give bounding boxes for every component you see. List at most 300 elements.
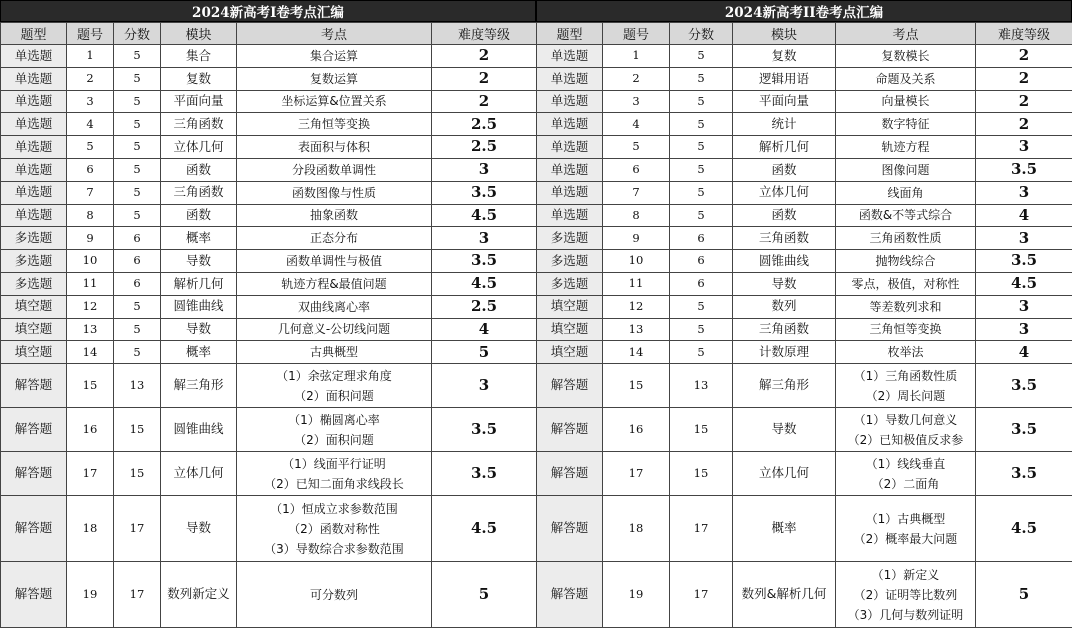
module-cell: 解三角形 [733, 364, 836, 408]
key-point-line: （1）椭圆离心率 [288, 412, 380, 427]
key-point-line: 分段函数单调性 [291, 162, 376, 177]
question-type-cell: 解答题 [1, 364, 67, 408]
question-number-cell: 6 [67, 158, 114, 181]
score-cell: 6 [670, 227, 733, 250]
question-number-cell: 3 [603, 90, 670, 113]
module-cell: 函数 [733, 158, 836, 181]
table-row [1, 364, 537, 408]
difficulty-cell: 4 [432, 318, 537, 341]
module-cell: 概率 [161, 227, 237, 250]
difficulty-cell: 2.5 [432, 295, 537, 318]
table-row [537, 158, 1072, 181]
table-row [1, 204, 537, 227]
header-difficulty: 难度等级 [976, 23, 1072, 45]
points-cell [836, 250, 976, 273]
module-cell: 立体几何 [161, 136, 237, 159]
table-row [537, 204, 1072, 227]
difficulty-cell: 2 [976, 45, 1072, 68]
points-cell [836, 204, 976, 227]
score-cell: 5 [670, 158, 733, 181]
key-point-line: 抛物线综合 [875, 254, 936, 269]
question-type-cell: 单选题 [1, 90, 67, 113]
points-cell [836, 364, 976, 408]
table-row [1, 113, 537, 136]
module-cell: 数列新定义 [161, 562, 237, 628]
points-cell [836, 452, 976, 496]
table-row [537, 408, 1072, 452]
key-point-line: （2）函数对称性 [288, 521, 380, 536]
question-number-cell: 7 [67, 181, 114, 204]
key-point-line: 几何意义-公切线问题 [277, 322, 391, 337]
table-row [1, 452, 537, 496]
score-cell: 17 [670, 496, 733, 562]
table-row [537, 45, 1072, 68]
key-point-line: 可分数列 [309, 587, 358, 602]
question-number-cell: 5 [67, 136, 114, 159]
table-row [537, 90, 1072, 113]
question-number-cell: 12 [603, 295, 670, 318]
points-cell [237, 318, 432, 341]
difficulty-cell: 3 [976, 181, 1072, 204]
question-number-cell: 17 [67, 452, 114, 496]
difficulty-cell: 2 [976, 67, 1072, 90]
key-point-line: （2）二面角 [871, 476, 940, 491]
header-score: 分数 [114, 23, 161, 45]
score-cell: 5 [670, 204, 733, 227]
question-type-cell: 多选题 [537, 227, 603, 250]
question-type-cell: 单选题 [537, 90, 603, 113]
question-type-cell: 解答题 [537, 364, 603, 408]
points-cell [836, 408, 976, 452]
table-row [1, 45, 537, 68]
difficulty-cell: 2 [432, 67, 537, 90]
module-cell: 导数 [733, 408, 836, 452]
key-point-line: （3）几何与数列证明 [847, 607, 964, 622]
module-cell: 三角函数 [733, 227, 836, 250]
key-point-line: （1）余弦定理求角度 [276, 368, 392, 383]
module-cell: 立体几何 [733, 452, 836, 496]
question-type-cell: 单选题 [1, 67, 67, 90]
points-cell [237, 341, 432, 364]
key-point-line: （2）证明等比数列 [853, 587, 958, 602]
difficulty-cell: 3.5 [432, 408, 537, 452]
question-type-cell: 单选题 [537, 113, 603, 136]
points-cell [836, 158, 976, 181]
module-cell: 平面向量 [733, 90, 836, 113]
question-number-cell: 13 [67, 318, 114, 341]
header-type: 题型 [537, 23, 603, 45]
score-cell: 17 [114, 562, 161, 628]
question-type-cell: 单选题 [1, 181, 67, 204]
question-type-cell: 解答题 [537, 562, 603, 628]
score-cell: 5 [114, 136, 161, 159]
difficulty-cell: 3 [976, 295, 1072, 318]
question-number-cell: 9 [67, 227, 114, 250]
table-row [537, 341, 1072, 364]
key-point-line: 坐标运算&位置关系 [281, 94, 387, 109]
question-type-cell: 单选题 [1, 113, 67, 136]
question-type-cell: 填空题 [1, 318, 67, 341]
key-point-line: （1）导数几何意义 [853, 412, 958, 427]
key-point-line: 轨迹方程 [881, 140, 930, 155]
key-point-line: 双曲线离心率 [297, 299, 370, 314]
question-type-cell: 解答题 [1, 496, 67, 562]
score-cell: 6 [114, 227, 161, 250]
exam-panel-ii [536, 0, 1072, 631]
points-cell [836, 227, 976, 250]
score-cell: 5 [670, 113, 733, 136]
key-point-line: 三角函数性质 [869, 231, 942, 246]
score-cell: 5 [114, 67, 161, 90]
table-row [1, 136, 537, 159]
score-cell: 5 [114, 45, 161, 68]
question-type-cell: 单选题 [537, 204, 603, 227]
key-point-line: 向量模长 [881, 94, 930, 109]
question-number-cell: 11 [603, 272, 670, 295]
key-point-line: 函数单调性与极值 [285, 254, 382, 269]
table-row [537, 364, 1072, 408]
module-cell: 函数 [733, 204, 836, 227]
key-point-line: 复数模长 [881, 48, 930, 63]
points-cell [836, 90, 976, 113]
score-cell: 5 [114, 295, 161, 318]
table-row [1, 227, 537, 250]
question-type-cell: 解答题 [537, 496, 603, 562]
difficulty-cell: 3.5 [432, 250, 537, 273]
difficulty-cell: 4.5 [976, 272, 1072, 295]
question-type-cell: 填空题 [537, 295, 603, 318]
points-cell [237, 90, 432, 113]
module-cell: 解析几何 [733, 136, 836, 159]
question-number-cell: 4 [67, 113, 114, 136]
score-cell: 5 [114, 204, 161, 227]
key-point-line: （1）恒成立求参数范围 [270, 501, 398, 516]
module-cell: 数列&解析几何 [733, 562, 836, 628]
module-cell: 三角函数 [161, 113, 237, 136]
points-cell [237, 295, 432, 318]
key-point-line: 三角恒等变换 [297, 117, 370, 132]
difficulty-cell: 3.5 [976, 452, 1072, 496]
points-cell [836, 295, 976, 318]
score-cell: 5 [114, 113, 161, 136]
module-cell: 解三角形 [161, 364, 237, 408]
question-number-cell: 2 [603, 67, 670, 90]
points-cell [836, 318, 976, 341]
question-number-cell: 13 [603, 318, 670, 341]
table-row [537, 562, 1072, 628]
difficulty-cell: 5 [976, 562, 1072, 628]
key-point-line: 复数运算 [309, 71, 358, 86]
difficulty-cell: 4 [976, 204, 1072, 227]
module-cell: 复数 [733, 45, 836, 68]
header-difficulty: 难度等级 [432, 23, 537, 45]
points-cell [237, 181, 432, 204]
score-cell: 5 [670, 136, 733, 159]
module-cell: 圆锥曲线 [161, 408, 237, 452]
question-type-cell: 单选题 [537, 136, 603, 159]
panel-title: 2024新高考II卷考点汇编 [536, 0, 1072, 22]
question-type-cell: 解答题 [537, 408, 603, 452]
question-number-cell: 15 [603, 364, 670, 408]
question-number-cell: 9 [603, 227, 670, 250]
question-number-cell: 6 [603, 158, 670, 181]
module-cell: 函数 [161, 158, 237, 181]
module-cell: 圆锥曲线 [733, 250, 836, 273]
points-cell [237, 204, 432, 227]
table-row [537, 452, 1072, 496]
question-number-cell: 18 [67, 496, 114, 562]
question-type-cell: 填空题 [537, 318, 603, 341]
header-type: 题型 [1, 23, 67, 45]
table-row [1, 341, 537, 364]
table-row [537, 272, 1072, 295]
table-header-row [1, 23, 537, 45]
difficulty-cell: 3.5 [976, 158, 1072, 181]
module-cell: 导数 [161, 318, 237, 341]
difficulty-cell: 5 [432, 562, 537, 628]
table-row [537, 113, 1072, 136]
difficulty-cell: 4.5 [432, 204, 537, 227]
question-number-cell: 18 [603, 496, 670, 562]
module-cell: 立体几何 [733, 181, 836, 204]
key-point-line: 集合运算 [309, 48, 358, 63]
header-module: 模块 [161, 23, 237, 45]
difficulty-cell: 4.5 [976, 496, 1072, 562]
question-number-cell: 2 [67, 67, 114, 90]
points-cell [237, 113, 432, 136]
score-cell: 15 [114, 452, 161, 496]
score-cell: 5 [670, 295, 733, 318]
score-cell: 6 [670, 250, 733, 273]
points-cell [836, 136, 976, 159]
table-row [537, 496, 1072, 562]
points-cell [237, 250, 432, 273]
header-score: 分数 [670, 23, 733, 45]
points-cell [237, 408, 432, 452]
key-point-line: 命题及关系 [875, 71, 936, 86]
difficulty-cell: 3.5 [976, 250, 1072, 273]
module-cell: 圆锥曲线 [161, 295, 237, 318]
question-number-cell: 19 [603, 562, 670, 628]
key-point-line: （1）古典概型 [865, 511, 946, 526]
question-number-cell: 15 [67, 364, 114, 408]
question-number-cell: 14 [603, 341, 670, 364]
difficulty-cell: 3.5 [432, 181, 537, 204]
points-cell [836, 67, 976, 90]
key-point-line: （1）三角函数性质 [853, 368, 958, 383]
key-point-line: 线面角 [887, 185, 924, 200]
score-cell: 5 [670, 90, 733, 113]
module-cell: 逻辑用语 [733, 67, 836, 90]
question-number-cell: 1 [603, 45, 670, 68]
points-cell [237, 452, 432, 496]
difficulty-cell: 2.5 [432, 113, 537, 136]
table-row [1, 408, 537, 452]
score-cell: 15 [670, 452, 733, 496]
question-type-cell: 单选题 [537, 67, 603, 90]
difficulty-cell: 2 [976, 90, 1072, 113]
question-number-cell: 11 [67, 272, 114, 295]
key-point-line: （2）概率最大问题 [853, 531, 958, 546]
points-cell [237, 364, 432, 408]
key-point-line: （3）导数综合求参数范围 [264, 541, 404, 556]
points-cell [836, 181, 976, 204]
question-number-cell: 7 [603, 181, 670, 204]
question-number-cell: 4 [603, 113, 670, 136]
question-number-cell: 12 [67, 295, 114, 318]
module-cell: 数列 [733, 295, 836, 318]
question-type-cell: 多选题 [1, 250, 67, 273]
table-row [1, 272, 537, 295]
question-type-cell: 单选题 [537, 158, 603, 181]
module-cell: 立体几何 [161, 452, 237, 496]
question-type-cell: 单选题 [1, 136, 67, 159]
score-cell: 5 [114, 181, 161, 204]
module-cell: 三角函数 [733, 318, 836, 341]
key-point-line: （2）面积问题 [294, 388, 374, 403]
key-point-line: 函数&不等式综合 [858, 208, 953, 223]
panel-title: 2024新高考I卷考点汇编 [0, 0, 536, 22]
points-cell [237, 136, 432, 159]
difficulty-cell: 2 [976, 113, 1072, 136]
question-type-cell: 填空题 [1, 341, 67, 364]
score-cell: 13 [670, 364, 733, 408]
exam-table [536, 22, 1072, 628]
table-row [1, 90, 537, 113]
table-row [1, 158, 537, 181]
score-cell: 6 [114, 250, 161, 273]
points-cell [836, 341, 976, 364]
difficulty-cell: 2 [432, 90, 537, 113]
module-cell: 解析几何 [161, 272, 237, 295]
module-cell: 导数 [161, 496, 237, 562]
score-cell: 17 [114, 496, 161, 562]
key-point-line: （2）已知极值反求参 [847, 432, 964, 447]
score-cell: 13 [114, 364, 161, 408]
module-cell: 三角函数 [161, 181, 237, 204]
score-cell: 5 [670, 67, 733, 90]
key-point-line: 三角恒等变换 [869, 322, 942, 337]
question-number-cell: 5 [603, 136, 670, 159]
score-cell: 5 [670, 181, 733, 204]
key-point-line: 函数图像与性质 [291, 185, 376, 200]
key-point-line: （1）线面平行证明 [282, 456, 386, 471]
question-type-cell: 多选题 [537, 272, 603, 295]
key-point-line: （2）已知二面角求线段长 [264, 476, 404, 491]
score-cell: 5 [114, 90, 161, 113]
points-cell [237, 67, 432, 90]
points-cell [237, 496, 432, 562]
difficulty-cell: 3.5 [976, 408, 1072, 452]
key-point-line: （1）新定义 [871, 567, 940, 582]
difficulty-cell: 2 [432, 45, 537, 68]
question-type-cell: 单选题 [1, 204, 67, 227]
module-cell: 平面向量 [161, 90, 237, 113]
question-number-cell: 10 [67, 250, 114, 273]
question-type-cell: 单选题 [537, 45, 603, 68]
key-point-line: 古典概型 [309, 345, 358, 360]
question-number-cell: 1 [67, 45, 114, 68]
table-row [537, 181, 1072, 204]
score-cell: 6 [114, 272, 161, 295]
points-cell [836, 113, 976, 136]
question-number-cell: 16 [603, 408, 670, 452]
module-cell: 导数 [161, 250, 237, 273]
table-row [1, 295, 537, 318]
module-cell: 计数原理 [733, 341, 836, 364]
question-type-cell: 解答题 [537, 452, 603, 496]
table-row [537, 136, 1072, 159]
header-points: 考点 [237, 23, 432, 45]
score-cell: 5 [114, 341, 161, 364]
question-type-cell: 多选题 [1, 272, 67, 295]
table-row [1, 250, 537, 273]
question-type-cell: 填空题 [1, 295, 67, 318]
difficulty-cell: 3.5 [976, 364, 1072, 408]
table-row [1, 562, 537, 628]
key-point-line: （1）线线垂直 [865, 456, 946, 471]
score-cell: 5 [670, 341, 733, 364]
key-point-line: 零点，极值，对称性 [851, 276, 960, 291]
question-type-cell: 多选题 [1, 227, 67, 250]
key-point-line: 表面积与体积 [297, 140, 370, 155]
table-row [537, 67, 1072, 90]
question-type-cell: 解答题 [1, 452, 67, 496]
score-cell: 17 [670, 562, 733, 628]
header-no: 题号 [67, 23, 114, 45]
module-cell: 函数 [161, 204, 237, 227]
points-cell [836, 496, 976, 562]
difficulty-cell: 5 [432, 341, 537, 364]
key-point-line: （2）周长问题 [865, 388, 946, 403]
key-point-line: 数字特征 [881, 117, 930, 132]
module-cell: 统计 [733, 113, 836, 136]
score-cell: 5 [114, 318, 161, 341]
table-header-row [537, 23, 1072, 45]
key-point-line: 等差数列求和 [869, 299, 942, 314]
header-no: 题号 [603, 23, 670, 45]
question-type-cell: 单选题 [537, 181, 603, 204]
difficulty-cell: 3 [976, 227, 1072, 250]
difficulty-cell: 3 [976, 136, 1072, 159]
points-cell [836, 45, 976, 68]
table-row [537, 295, 1072, 318]
question-type-cell: 填空题 [537, 341, 603, 364]
header-module: 模块 [733, 23, 836, 45]
table-row [1, 496, 537, 562]
key-point-line: 正态分布 [309, 231, 358, 246]
score-cell: 6 [670, 272, 733, 295]
key-point-line: （2）面积问题 [294, 432, 374, 447]
table-row [1, 318, 537, 341]
difficulty-cell: 3 [432, 158, 537, 181]
score-cell: 15 [114, 408, 161, 452]
difficulty-cell: 2.5 [432, 136, 537, 159]
module-cell: 概率 [161, 341, 237, 364]
table-row [537, 318, 1072, 341]
score-cell: 5 [114, 158, 161, 181]
score-cell: 15 [670, 408, 733, 452]
header-points: 考点 [836, 23, 976, 45]
difficulty-cell: 3 [432, 364, 537, 408]
key-point-line: 枚举法 [887, 345, 924, 360]
difficulty-cell: 4.5 [432, 272, 537, 295]
question-type-cell: 单选题 [1, 158, 67, 181]
question-number-cell: 3 [67, 90, 114, 113]
key-point-line: 轨迹方程&最值问题 [281, 276, 387, 291]
question-number-cell: 10 [603, 250, 670, 273]
question-type-cell: 解答题 [1, 562, 67, 628]
